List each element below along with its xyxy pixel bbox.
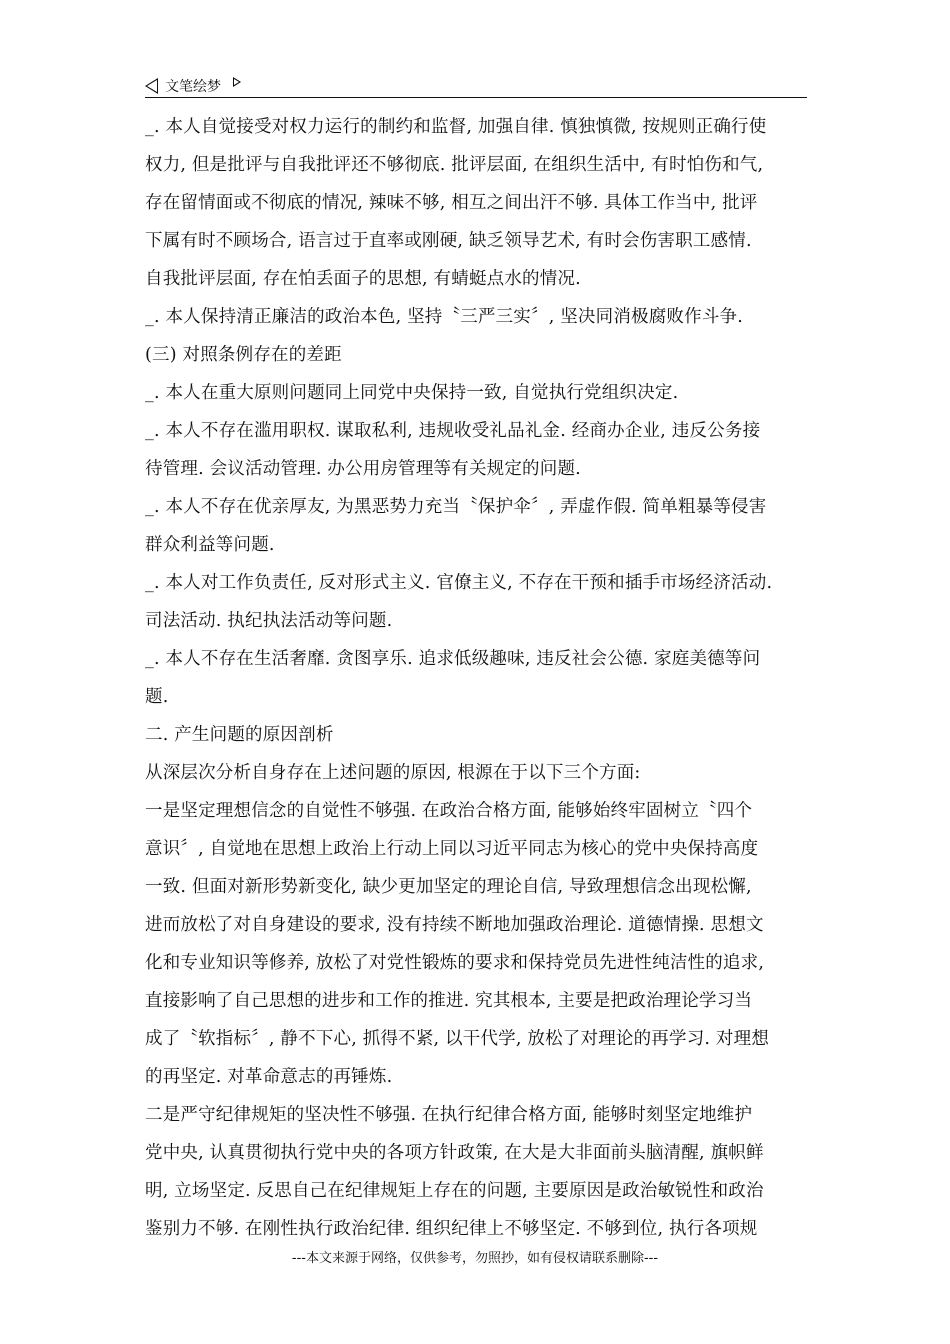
text-line: _. 本人不存在优亲厚友, 为黑恶势力充当〝保护伞〞, 弄虚作假. 简单粗暴等侵害 — [145, 497, 767, 517]
text-line: 二是严守纪律规矩的坚决性不够强. 在执行纪律合格方面, 能够时刻坚定地维护 — [145, 1105, 753, 1125]
text-line: 二. 产生问题的原因剖析 — [145, 725, 334, 745]
right-triangle-icon — [233, 77, 241, 87]
text-line: 一是坚定理想信念的自觉性不够强. 在政治合格方面, 能够始终牢固树立〝四个 — [145, 801, 753, 821]
text-line: 的再坚定. 对革命意志的再锤炼. — [145, 1067, 393, 1087]
text-line: 自我批评层面, 存在怕丢面子的思想, 有蜻蜓点水的情况. — [145, 269, 581, 289]
page-header — [145, 74, 807, 98]
header-brand: 文笔绘梦 — [165, 79, 221, 95]
text-line: 待管理. 会议活动管理. 办公用房管理等有关规定的问题. — [145, 459, 581, 479]
header-divider — [145, 97, 807, 98]
text-line: _. 本人自觉接受对权力运行的制约和监督, 加强自律. 慎独慎微, 按规则正确行使 — [145, 117, 767, 137]
text-line: _. 本人保持清正廉洁的政治本色, 坚持〝三严三实〞, 坚决同消极腐败作斗争. — [145, 307, 743, 327]
page-footer: ---本文来源于网络，仅供参考，勿照抄，如有侵权请联系删除--- — [291, 1251, 659, 1266]
text-line: 明, 立场坚定. 反思自己在纪律规矩上存在的问题, 主要原因是政治敏锐性和政治 — [145, 1181, 764, 1201]
text-line: 存在留情面或不彻底的情况, 辣味不够, 相互之间出汗不够. 具体工作当中, 批评 — [145, 193, 758, 213]
text-line: 下属有时不顾场合, 语言过于直率或刚硬, 缺乏领导艺术, 有时会伤害职工感情. — [145, 231, 752, 251]
text-line: 直接影响了自己思想的进步和工作的推进. 究其根本, 主要是把政治理论学习当 — [145, 991, 753, 1011]
text-line: 成了〝软指标〞, 静不下心, 抓得不紧, 以干代学, 放松了对理论的再学习. 对理想 — [145, 1029, 770, 1049]
text-line: 意识〞, 自觉地在思想上政治上行动上同以习近平同志为核心的党中央保持高度 — [145, 839, 759, 859]
text-line: 党中央, 认真贯彻执行党中央的各项方针政策, 在大是大非面前头脑清醒, 旗帜鲜 — [145, 1143, 764, 1163]
text-line: 群众利益等问题. — [145, 535, 275, 555]
text-line: _. 本人不存在滥用职权. 谋取私利, 违规收受礼品礼金. 经商办企业, 违反公务接 — [145, 421, 761, 441]
text-line: _. 本人在重大原则问题同上同党中央保持一致, 自觉执行党组织决定. — [145, 383, 679, 403]
left-triangle-icon — [145, 78, 158, 94]
text-line: 进而放松了对自身建设的要求, 没有持续不断地加强政治理论. 道德情操. 思想文 — [145, 915, 764, 935]
text-line: 一致. 但面对新形势新变化, 缺少更加坚定的理论自信, 导致理想信念出现松懈, — [145, 877, 752, 897]
text-line: 鉴别力不够. 在刚性执行政治纪律. 组织纪律上不够坚定. 不够到位, 执行各项规 — [145, 1219, 758, 1239]
text-line: 权力, 但是批评与自我批评还不够彻底. 批评层面, 在组织生活中, 有时怕伤和气, — [145, 155, 764, 175]
text-line: 司法活动. 执纪执法活动等问题. — [145, 611, 393, 631]
text-line: _. 本人对工作负责任, 反对形式主义. 官僚主义, 不存在干预和插手市场经济活动. — [145, 573, 773, 593]
text-line: 题. — [145, 687, 169, 707]
text-line: _. 本人不存在生活奢靡. 贪图享乐. 追求低级趣味, 违反社会公德. 家庭美德等问 — [145, 649, 761, 669]
text-line: (三) 对照条例存在的差距 — [145, 345, 342, 365]
text-line: 化和专业知识等修养, 放松了对党性锻炼的要求和保持党员先进性纯洁性的追求, — [145, 953, 765, 973]
document-body — [145, 108, 810, 1248]
text-line: 从深层次分析自身存在上述问题的原因, 根源在于以下三个方面: — [145, 763, 641, 783]
